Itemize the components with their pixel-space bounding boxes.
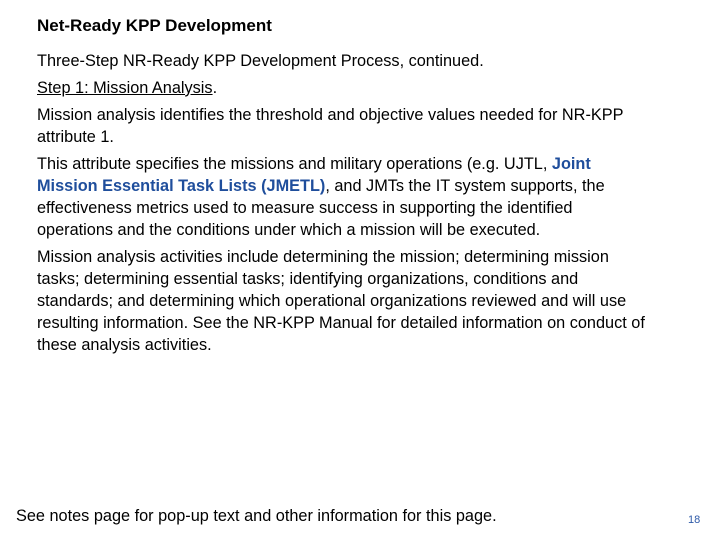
- slide-title: Net-Ready KPP Development: [37, 16, 272, 35]
- page-number: 18: [688, 514, 701, 526]
- step-heading-line: [37, 77, 647, 99]
- paragraph-1: Mission analysis identifies the threshold and objective values needed for NR-KPP attribute 1.: [37, 106, 624, 146]
- paragraph-2: [37, 153, 647, 241]
- slide-content: [37, 50, 647, 361]
- paragraph-2-after-link: , and JMTs the IT system supports, the effectiveness metrics used to measure success in supporting the identified operations and the conditions under which a mission will be executed.: [37, 177, 605, 239]
- paragraph-3: Mission analysis activities include determining the mission; determining mission tasks; determining essential tasks; identifying organizations, conditions and standards; and determining which operational organizations reviewed and will use resulting information. See the NR-KPP Manual for detailed information on conduct of these analysis activities.: [37, 248, 645, 354]
- step-heading-period: .: [212, 79, 218, 97]
- footer-note: See notes page for pop-up text and other information for this page.: [16, 507, 497, 525]
- jmetl-link[interactable]: Joint Mission Essential Task Lists (JMETL): [37, 155, 591, 195]
- paragraph-2-before-link: This attribute specifies the missions and military operations (e.g. UJTL,: [37, 155, 552, 173]
- subtitle: Three-Step NR-Ready KPP Development Process, continued.: [37, 52, 484, 70]
- step-heading: Step 1: Mission Analysis: [37, 79, 213, 97]
